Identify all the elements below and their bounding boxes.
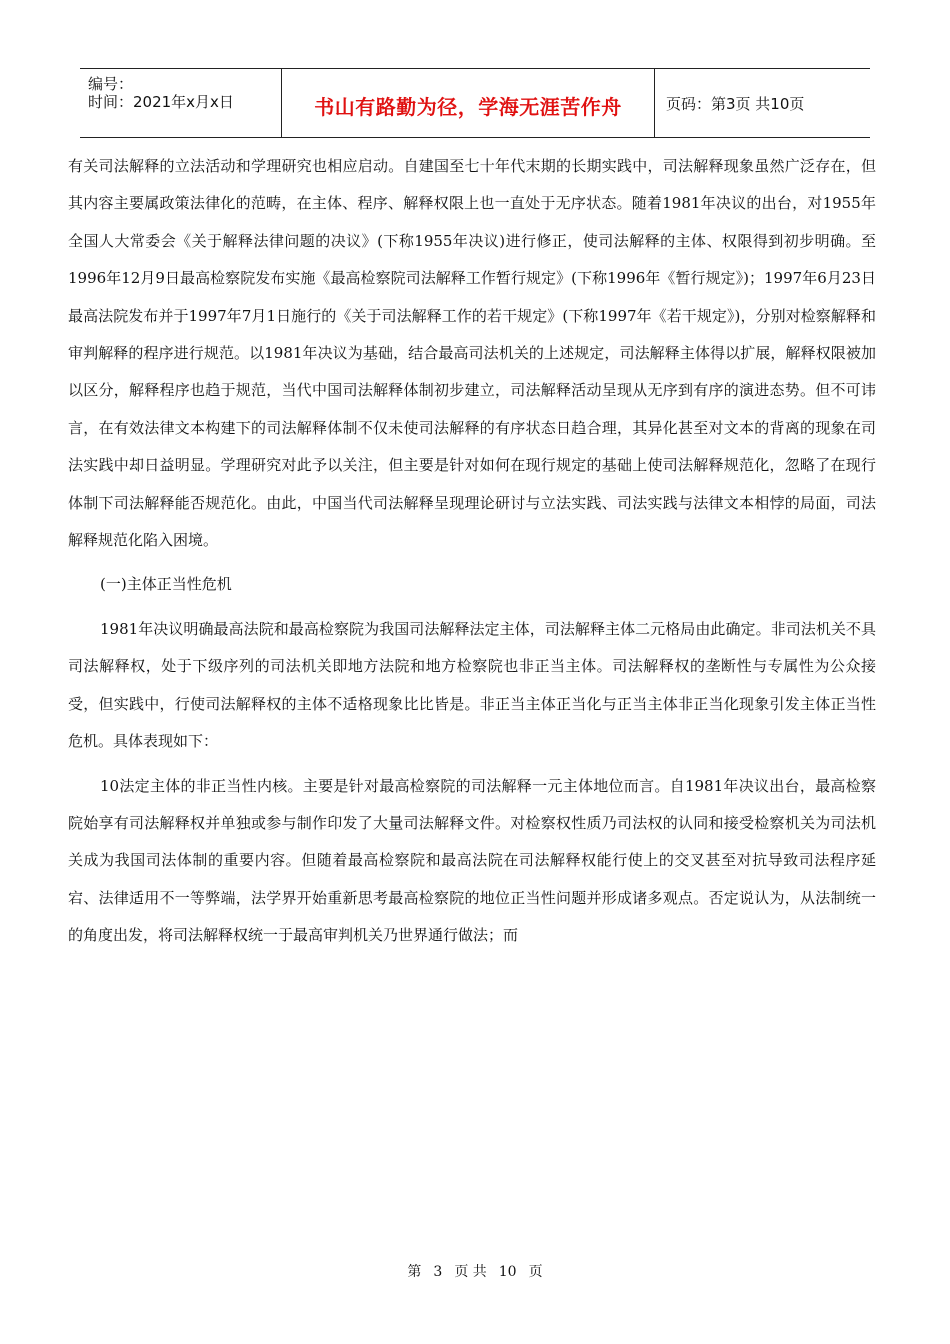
footer-page-current: 3 <box>433 1264 443 1280</box>
footer-page-suffix: 页 <box>528 1264 543 1280</box>
header-meta-cell <box>80 69 281 137</box>
footer-page-prefix: 第 <box>407 1264 422 1280</box>
section-heading: (一)主体正当性危机 <box>100 575 232 594</box>
document-time-label: 时间：2021年x月x日 <box>88 93 234 111</box>
header-motto-cell <box>281 69 655 137</box>
header-page-cell <box>654 69 870 137</box>
footer-page-mid: 页 共 <box>454 1264 487 1280</box>
document-number-label: 编号： <box>88 75 134 93</box>
page-footer <box>0 1261 950 1281</box>
body-paragraph-1: 有关司法解释的立法活动和学理研究也相应启动。自建国至七十年代末期的长期实践中，司法解释现象虽然广泛存在，但其内容主要属政策法律化的范畴，在主体、程序、解释权限上也一直处于无序状态。随着1981年决议的出台，对1955年全国人大常委会《关于解释法律问题的决议》(下称1955年决议)进行修正，使司法解释的主体、权限得到初步明确。至1996年12月9日最高检察院发布实施《最高检察院司法解释工作暂行规定》(下称1996年《暂行规定》)；1997年6月23日最高法院发布并于1997年7月1日施行的《关于司法解释工作的若干规定》(下称1997年《若干规定》)，分别对检察解释和审判解释的程序进行规范。以1981年决议为基础，结合最高司法机关的上述规定，司法解释主体得以扩展，解释权限被加以区分，解释程序也趋于规范，当代中国司法解释体制初步建立，司法解释活动呈现从无序到有序的演进态势。但不可讳言，在有效法律文本构建下的司法解释体制不仅未使司法解释的有序状态日趋合理，其异化甚至对文本的背离的现象在司法实践中却日益明显。学理研究对此予以关注，但主要是针对如何在现行规定的基础上使司法解释规范化，忽略了在现行体制下司法解释能否规范化。由此，中国当代司法解释呈现理论研讨与立法实践、司法实践与法律文本相悖的局面，司法解释规范化陷入困境。 <box>68 157 876 550</box>
document-header <box>80 68 870 138</box>
body-paragraph-3: 10法定主体的非正当性内核。主要是针对最高检察院的司法解释一元主体地位而言。自1981年决议出台，最高检察院始享有司法解释权并单独或参与制作印发了大量司法解释文件。对检察权性质乃司法权的认同和接受检察机关为司法机关成为我国司法体制的重要内容。但随着最高检察院和最高法院在司法解释权能行使上的交叉甚至对抗导致司法程序延宕、法律适用不一等弊端，法学界开始重新思考最高检察院的地位正当性问题并形成诸多观点。否定说认为，从法制统一的角度出发，将司法解释权统一于最高审判机关乃世界通行做法；而 <box>68 776 876 945</box>
footer-page-total: 10 <box>498 1264 517 1280</box>
document-body <box>68 148 876 955</box>
header-motto: 书山有路勤为径，学海无涯苦作舟 <box>314 95 622 119</box>
body-paragraph-2: 1981年决议明确最高法院和最高检察院为我国司法解释法定主体，司法解释主体二元格局由此确定。非司法机关不具司法解释权，处于下级序列的司法机关即地方法院和地方检察院也非正当主体。司法解释权的垄断性与专属性为公众接受，但实践中，行使司法解释权的主体不适格现象比比皆是。非正当主体正当化与正当主体非正当化现象引发主体正当性危机。具体表现如下： <box>68 619 876 751</box>
header-page-info: 页码：第3页 共10页 <box>666 95 805 113</box>
